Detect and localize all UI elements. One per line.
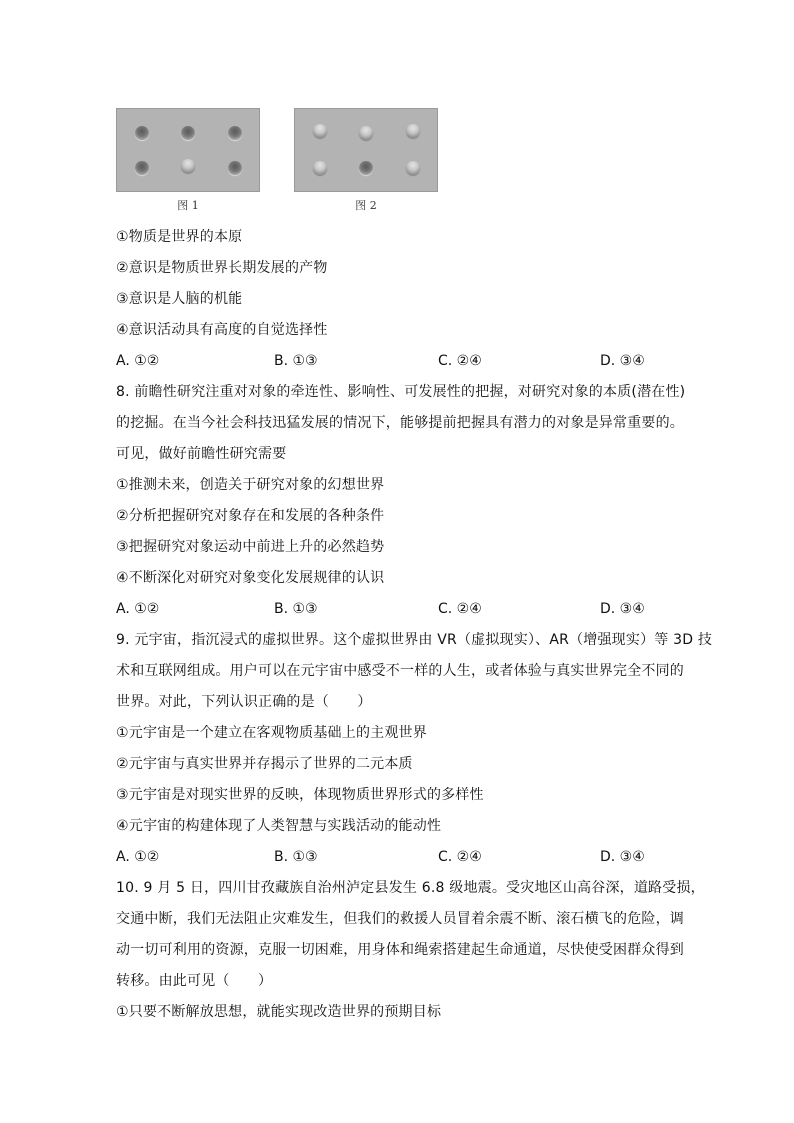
q9-option-c: C. ②④ — [438, 849, 482, 865]
q9-item: ②元宇宙与真实世界并存揭示了世界的二元本质 — [116, 756, 413, 772]
q7-item: ②意识是物质世界长期发展的产物 — [116, 260, 328, 276]
q9-item: ④元宇宙的构建体现了人类智慧与实践活动的能动性 — [116, 818, 442, 834]
q8-option-b: B. ①③ — [274, 601, 318, 617]
q10-item: ①只要不断解放思想，就能实现改造世界的预期目标 — [116, 1004, 442, 1020]
figure-2-caption: 图 2 — [355, 199, 377, 212]
q8-item: ①推测未来，创造关于研究对象的幻想世界 — [116, 477, 385, 493]
dimple — [135, 126, 149, 140]
q8-item: ④不断深化对研究对象变化发展规律的认识 — [116, 570, 385, 586]
q7-item: ①物质是世界的本原 — [116, 229, 243, 245]
q8-item: ②分析把握研究对象存在和发展的各种条件 — [116, 508, 385, 524]
bump — [181, 159, 195, 173]
q7-option-c: C. ②④ — [438, 353, 482, 369]
q8-item: ③把握研究对象运动中前进上升的必然趋势 — [116, 539, 385, 555]
q8-stem-line: 的挖掘。在当今社会科技迅猛发展的情况下，能够提前把握具有潜力的对象是异常重要的。 — [116, 415, 684, 431]
q10-stem-line: 动一切可利用的资源，克服一切困难，用身体和绳索搭建起生命通道，尽快使受困群众得到 — [116, 942, 684, 958]
q10-stem-line: 转移。由此可见（ ） — [116, 973, 273, 989]
q7-item: ④意识活动具有高度的自觉选择性 — [116, 322, 328, 338]
bump — [313, 161, 327, 175]
q9-option-b: B. ①③ — [274, 849, 318, 865]
dimple — [135, 161, 149, 175]
figure-1-image — [116, 108, 260, 192]
q9-item: ③元宇宙是对现实世界的反映，体现物质世界形式的多样性 — [116, 787, 484, 803]
q8-option-d: D. ③④ — [600, 601, 645, 617]
q8-options — [116, 597, 682, 628]
q8-option-a: A. ①② — [116, 601, 160, 617]
q9-stem-line: 术和互联网组成。用户可以在元宇宙中感受不一样的人生，或者体验与真实世界完全不同的 — [116, 663, 684, 679]
figure-1-caption: 图 1 — [177, 199, 199, 212]
figure-group — [116, 108, 446, 213]
q10-stem-line: 交通中断，我们无法阻止灾难发生，但我们的救援人员冒着余震不断、滚石横飞的危险，调 — [116, 911, 684, 927]
q7-option-a: A. ①② — [116, 353, 160, 369]
question-content — [116, 225, 713, 1031]
dimple — [228, 126, 242, 140]
q9-stem-line: 9. 元宇宙，指沉浸式的虚拟世界。这个虚拟世界由 VR（虚拟现实）、AR（增强现实）等 3D 技 — [116, 632, 713, 648]
q10-stem-line: 10. 9 月 5 日，四川甘孜藏族自治州泸定县发生 6.8 级地震。受灾地区山高谷深，道路受损， — [116, 880, 705, 896]
q7-options — [116, 349, 682, 380]
q8-stem-line: 可见，做好前瞻性研究需要 — [116, 446, 287, 462]
q7-option-d: D. ③④ — [600, 353, 645, 369]
q7-option-b: B. ①③ — [274, 353, 318, 369]
bump — [313, 124, 327, 138]
figure-2 — [294, 108, 438, 212]
q9-stem-line: 世界。对此，下列认识正确的是（ ） — [116, 694, 372, 710]
bump — [359, 126, 373, 140]
dimple — [359, 161, 373, 175]
q9-option-a: A. ①② — [116, 849, 160, 865]
q9-item: ①元宇宙是一个建立在客观物质基础上的主观世界 — [116, 725, 427, 741]
q8-option-c: C. ②④ — [438, 601, 482, 617]
dimple — [228, 161, 242, 175]
q9-options — [116, 845, 682, 876]
bump — [406, 161, 420, 175]
figure-1 — [116, 108, 260, 212]
q9-option-d: D. ③④ — [600, 849, 645, 865]
bump — [406, 124, 420, 138]
dimple — [181, 126, 195, 140]
q8-stem-line: 8. 前瞻性研究注重对对象的牵连性、影响性、可发展性的把握，对研究对象的本质(潜在性) — [116, 384, 686, 400]
q7-item: ③意识是人脑的机能 — [116, 291, 243, 307]
figure-2-image — [294, 108, 438, 192]
